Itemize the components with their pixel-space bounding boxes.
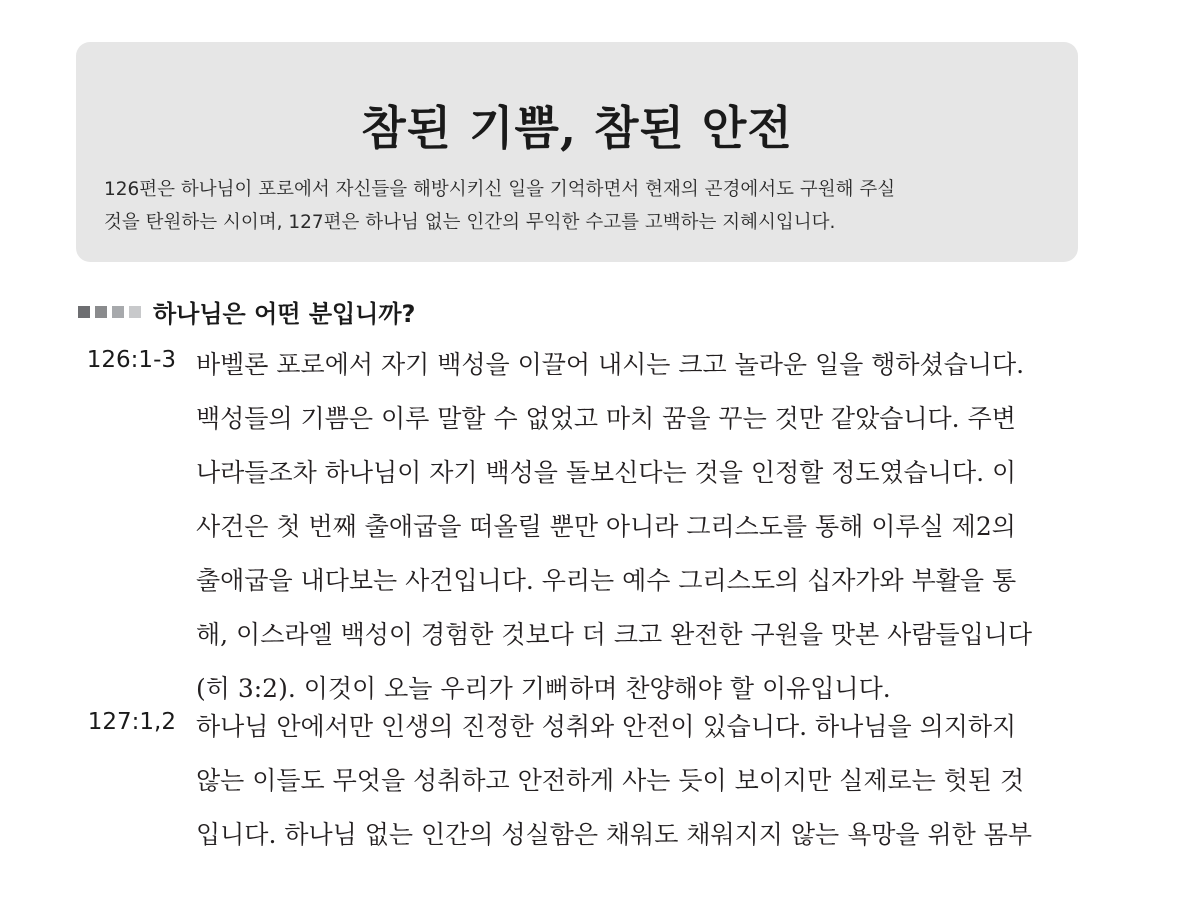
summary-line: 126편은 하나님이 포로에서 자신들을 해방시키신 일을 기억하면서 현재의 곤경에서도 구원해 주실 — [104, 179, 896, 200]
body-line: 사건은 첫 번째 출애굽을 떠올릴 뿐만 아니라 그리스도를 통해 이루실 제2의 — [196, 512, 1016, 541]
body-line: 해, 이스라엘 백성이 경험한 것보다 더 크고 완전한 구원을 맛본 사람들입니다 — [196, 620, 1033, 649]
body-line: 출애굽을 내다보는 사건입니다. 우리는 예수 그리스도의 십자가와 부활을 통 — [196, 566, 1017, 595]
body-line: 입니다. 하나님 없는 인간의 성실함은 채워도 채워지지 않는 욕망을 위한 몸부 — [196, 820, 1033, 849]
body-line: 바벨론 포로에서 자기 백성을 이끌어 내시는 크고 놀라운 일을 행하셨습니다. — [196, 350, 1025, 379]
verse-reference: 126:1-3 — [86, 347, 176, 373]
bullet-square-icon — [78, 306, 90, 318]
body-line: 않는 이들도 무엇을 성취하고 안전하게 사는 듯이 보이지만 실제로는 헛된 것 — [196, 766, 1025, 795]
page-title: 참된 기쁨, 참된 안전 — [361, 101, 793, 155]
section-title: 하나님은 어떤 분입니까? — [153, 300, 416, 328]
bullet-square-icon — [95, 306, 107, 318]
section-heading — [78, 294, 415, 329]
summary-line: 것을 탄원하는 시이며, 127편은 하나님 없는 인간의 무익한 수고를 고백하는 지혜시입니다. — [104, 212, 836, 233]
entry-body — [196, 700, 1086, 862]
body-line: 백성들의 기쁨은 이루 말할 수 없었고 마치 꿈을 꾸는 것만 같았습니다. 주변 — [196, 404, 1016, 433]
chapter-header-box — [76, 42, 1078, 262]
body-line: 나라들조차 하나님이 자기 백성을 돌보신다는 것을 인정할 정도였습니다. 이 — [196, 458, 1017, 487]
verse-reference: 127:1,2 — [87, 709, 176, 735]
bullet-square-icon — [112, 306, 124, 318]
body-line: (히 3:2). 이것이 오늘 우리가 기뻐하며 찬양해야 할 이유입니다. — [196, 674, 891, 703]
entry-body — [196, 338, 1086, 716]
bullet-square-icon — [129, 306, 141, 318]
body-line: 하나님 안에서만 인생의 진정한 성취와 안전이 있습니다. 하나님을 의지하지 — [196, 712, 1017, 741]
chapter-summary — [104, 173, 1064, 239]
